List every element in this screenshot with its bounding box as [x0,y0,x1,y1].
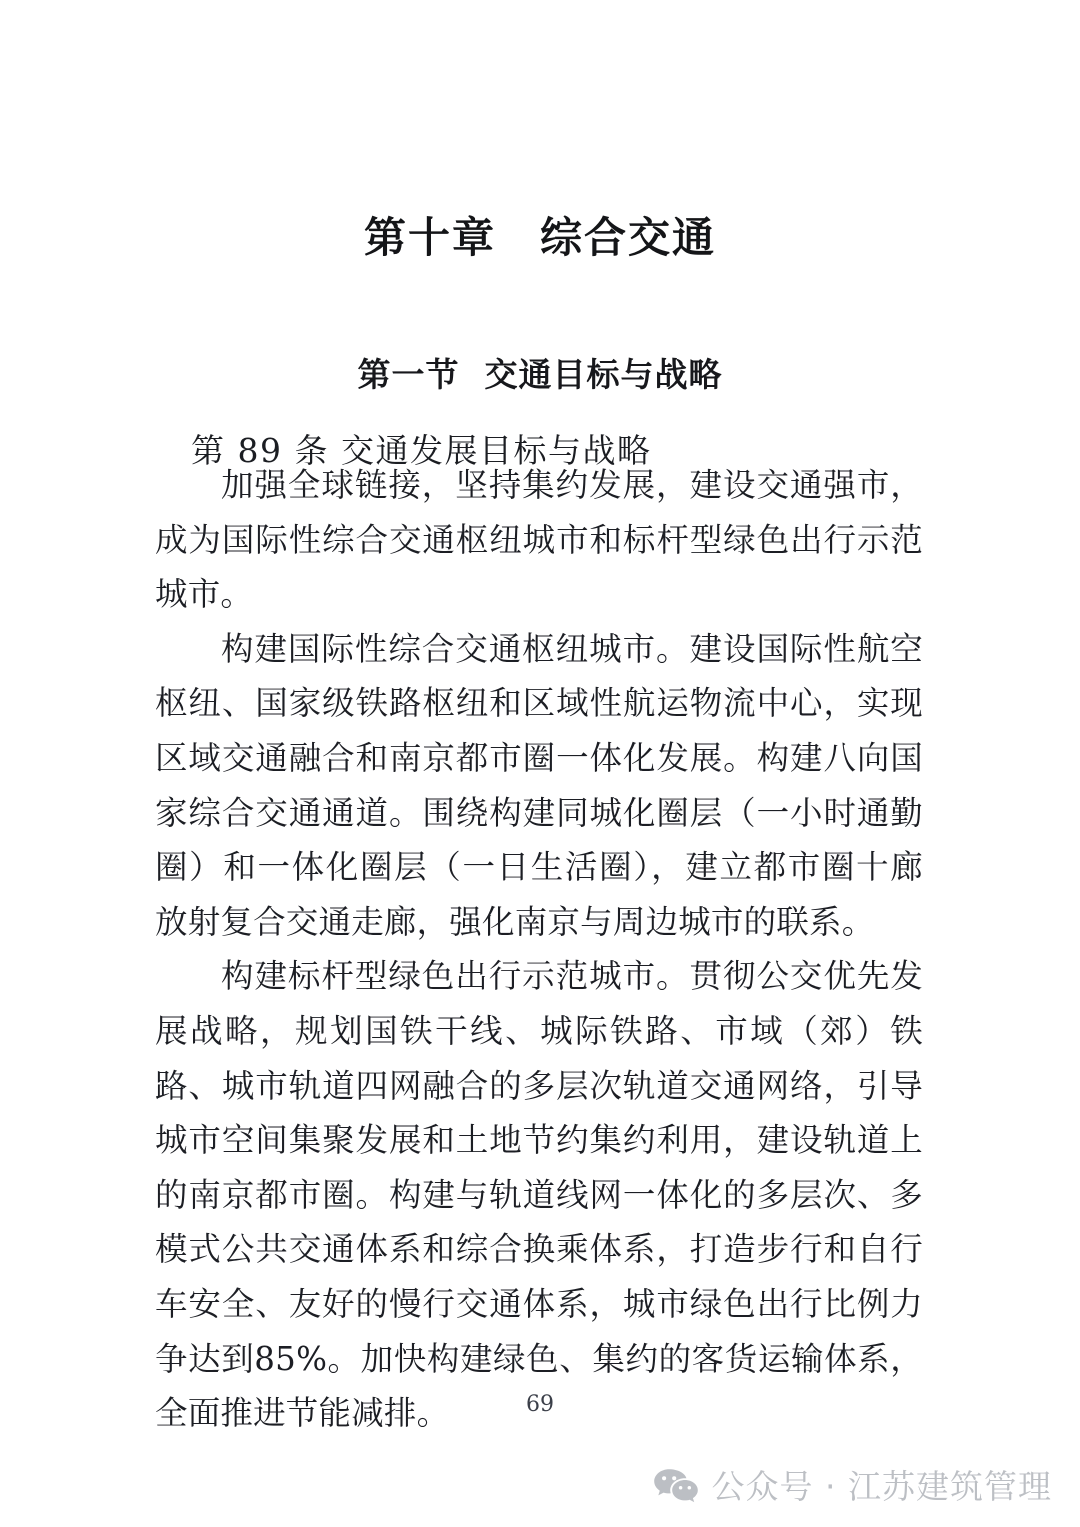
body-paragraph: 构建标杆型绿色出行示范城市。贯彻公交优先发展战略，规划国铁干线、城际铁路、市域（郊）铁路、城市轨道四网融合的多层次轨道交通网络，引导城市空间集聚发展和土地节约集约利用，建设轨道上的南京都市圈。构建与轨道线网一体化的多层次、多模式公共交通体系和综合换乘体系，打造步行和自行车安全、友好的慢行交通体系，城市绿色出行比例力争达到85%。加快构建绿色、集约的客货运输体系，全面推进节能减排。 [155,957,923,1433]
section-heading: 第一节 交通目标与战略 [357,355,723,395]
watermark-footer [653,1466,1052,1508]
body-text-block [155,458,923,1441]
body-paragraph: 构建国际性综合交通枢纽城市。建设国际性航空枢纽、国家级铁路枢纽和区域性航运物流中心，实现区域交通融合和南京都市圈一体化发展。构建八向国家综合交通通道。围绕构建同城化圈层（一小时通勤圈）和一体化圈层（一日生活圈），建立都市圈十廊放射复合交通走廊，强化南京与周边城市的联系。 [155,629,923,941]
chapter-title: 第十章 综合交通 [363,213,716,263]
article-heading: 第 89 条 交通发展目标与战略 [191,431,652,470]
watermark-label: 公众号 · 江苏建筑管理 [711,1467,1052,1506]
page-number: 69 [526,1392,554,1417]
body-paragraph: 加强全球链接，坚持集约发展，建设交通强市，成为国际性综合交通枢纽城市和标杆型绿色出行示范城市。 [155,466,923,614]
wechat-icon [653,1467,699,1507]
